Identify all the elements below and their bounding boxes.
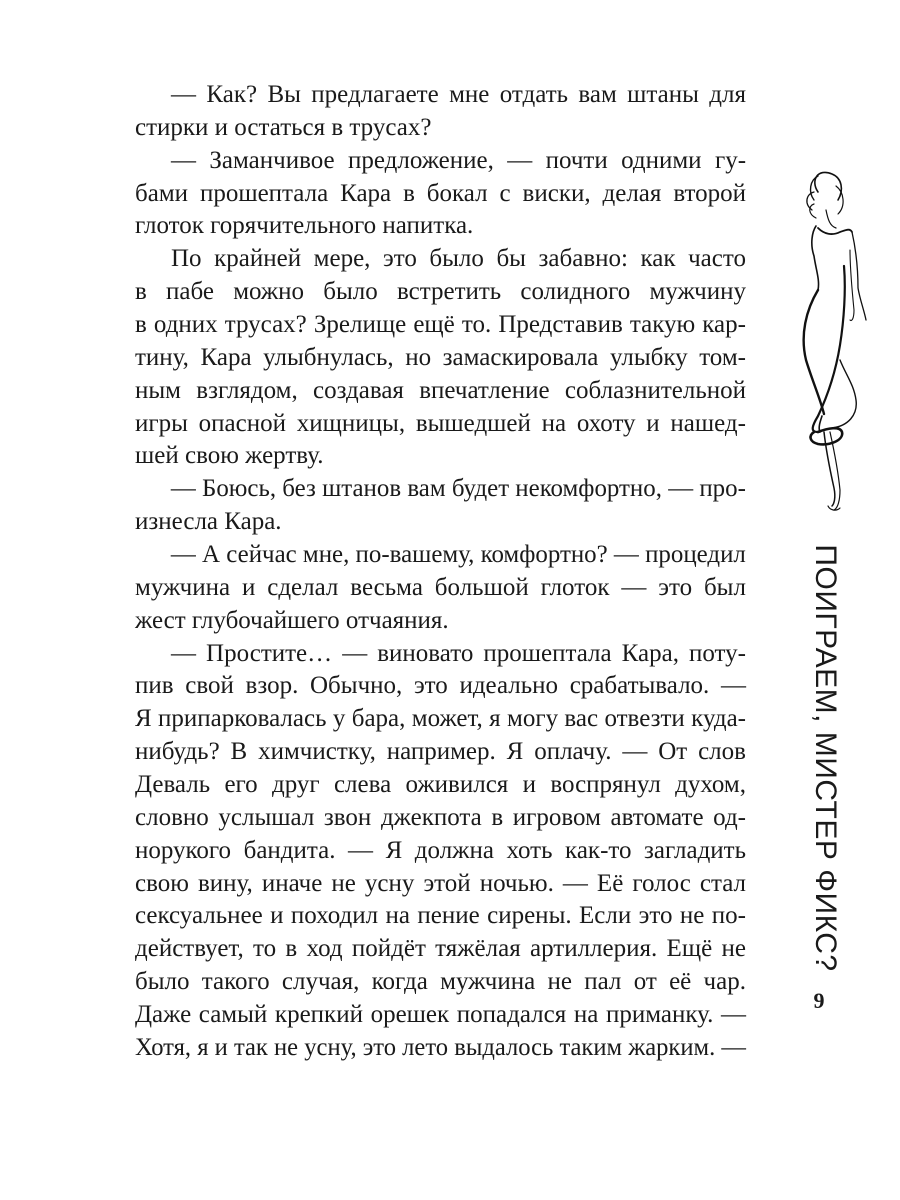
body-text <box>135 79 746 1065</box>
text-line: Хотя, я и так не усну, это лето выдалось таким жарким. — <box>135 1033 746 1061</box>
running-title-text: ПОИГРАЕМ, МИСТЕР ФИКС? <box>809 543 842 972</box>
text-line: Даже самый крепкий орешек попадался на приманку. — <box>135 1001 746 1029</box>
text-line: мужчина и сделал весьма большой глоток — это был <box>135 573 746 601</box>
text-line: ным взглядом, создавая впечатление соблазнительной <box>135 376 746 404</box>
woman-silhouette-illustration <box>788 170 868 515</box>
text-line: бами прошептала Кара в бокал с виски, делая второй <box>135 179 746 207</box>
text-line: Деваль его друг слева оживился и воспрянул духом, <box>135 771 746 799</box>
text-line: — Боюсь, без штанов вам будет некомфортно, — про- <box>170 475 746 503</box>
text-line: — Простите… — виновато прошептала Кара, поту- <box>171 639 746 667</box>
text-line: словно услышал звон джекпота в игровом автомате од- <box>135 803 747 831</box>
text-line: — Как? Вы предлагаете мне отдать вам штаны для <box>171 81 746 108</box>
text-line: тину, Кара улыбнулась, но замаскировала улыбку том- <box>135 343 746 371</box>
text-line: действует, то в ход пойдёт тяжёлая артиллерия. Ещё не <box>135 935 746 963</box>
text-line: в пабе можно было встретить солидного мужчину <box>135 278 746 306</box>
text-line: пив свой взор. Обычно, это идеально срабатывало. — <box>135 672 746 700</box>
text-line: изнесла Кара. <box>135 508 282 536</box>
text-line: Я припарковалась у бара, может, я могу вас отвезти куда- <box>135 705 747 733</box>
text-line: в одних трусах? Зрелище ещё то. Представив такую кар- <box>135 311 746 339</box>
text-line: — Заманчивое предложение, — почти одними гу- <box>171 146 747 174</box>
text-line: — А сейчас мне, по-вашему, комфортно? — процедил <box>170 541 746 569</box>
text-line: норукого бандита. — Я должна хоть как-то загладить <box>135 836 746 864</box>
text-line: По крайней мере, это было бы забавно: как часто <box>171 245 746 273</box>
text-line: шей свою жертву. <box>135 442 324 470</box>
text-line: стирки и остаться в трусах? <box>135 113 432 141</box>
text-line: нибудь? В химчистку, например. Я оплачу. — От слов <box>135 738 746 766</box>
text-line: свою вину, иначе не усну этой ночью. — Её голос стал <box>135 869 747 897</box>
text-line: глоток горячительного напитка. <box>135 212 474 240</box>
page-number: 9 <box>813 988 825 1013</box>
text-line: было такого случая, когда мужчина не пал от её чар. <box>135 968 746 996</box>
running-title <box>800 543 850 972</box>
text-line: сексуальнее и походил на пение сирены. Если это не по- <box>135 902 746 930</box>
text-line: игры опасной хищницы, вышедшей на охоту и нашед- <box>135 409 746 437</box>
text-line: жест глубочайшего отчаяния. <box>135 606 449 634</box>
